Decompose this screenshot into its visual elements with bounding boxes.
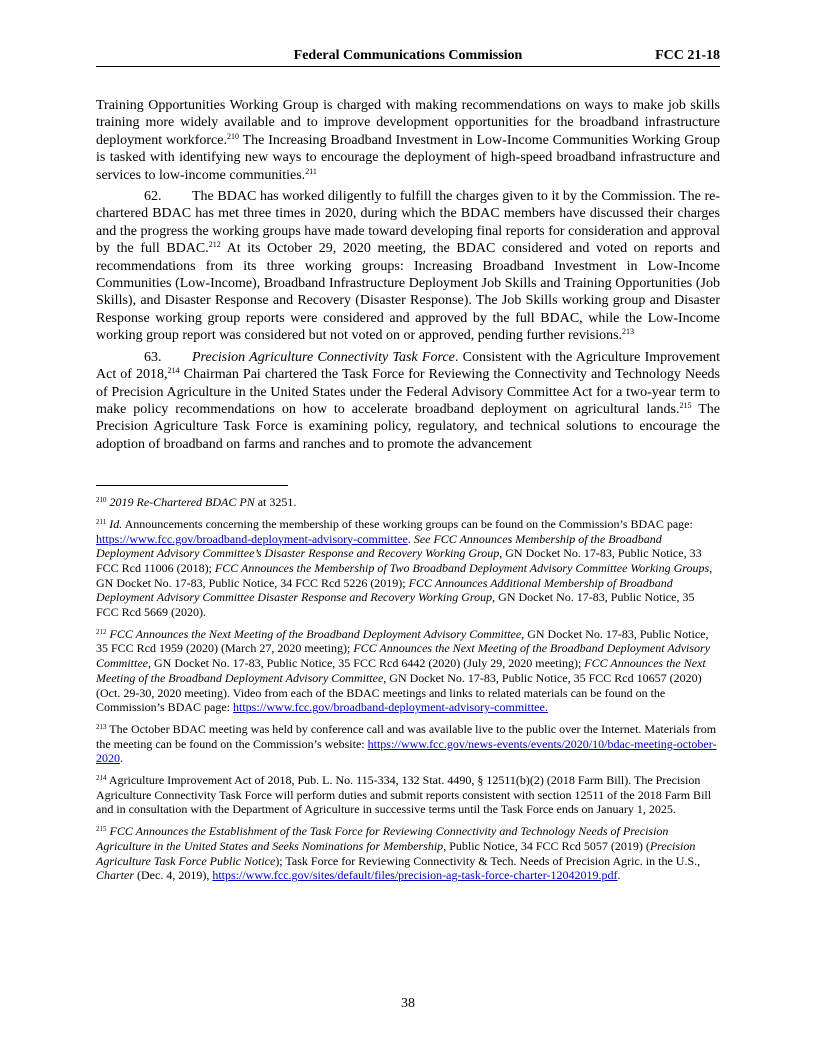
- document-page: [96, 48, 720, 890]
- bdac-meeting-link[interactable]: https://www.fcc.gov/news-events/events/2020/10/bdac-meeting-october-2020: [96, 736, 717, 766]
- paragraph-number: 62.: [144, 189, 162, 205]
- agency-name: Federal Communications Commission: [293, 48, 523, 63]
- page-number: 38: [401, 996, 415, 1011]
- footnotes: [96, 495, 720, 883]
- paragraph-heading: Precision Agriculture Connectivity Task Force: [192, 349, 455, 365]
- page-header: [96, 48, 720, 67]
- footnote-213: $^{213}$ The October BDAC meeting was held by conference call and was available live to the public over the Internet. Materials from the meeting can be found on the Commission’s website: https://www.fcc.gov/news-events/events/2020/10/bdac-meeting-october-2020.: [96, 721, 717, 766]
- paragraph-number: 63.: [144, 349, 162, 365]
- footnote-ref-214: 214: [167, 366, 180, 376]
- footnote-ref-211: 211: [305, 166, 317, 176]
- bdac-page-link[interactable]: https://www.fcc.gov/broadband-deployment-advisory-committee: [96, 531, 408, 546]
- footnote-211: $^{211}$ Id. Announcements concerning the membership of these working groups can be found on the Commission’s BDAC page: https://www.fcc.gov/broadband-deployment-advisory-committee. See FCC Announces Membership of the Broadband Deployment Advisory Committee’s Disaster Response and Recovery Working Group, GN Docket No. 17-83, Public Notice, 33 FCC Rcd 11006 (2018); FCC Announces the Membership of Two Broadband Deployment Advisory Committee Working Groups, GN Docket No. 17-83, Public Notice, 34 FCC Rcd 5226 (2019); FCC Announces Additional Membership of Broadband Deployment Advisory Committee Disaster Response and Recovery Working Group, GN Docket No. 17-83, Public Notice, 35 FCC Rcd 5669 (2020).: [96, 516, 713, 620]
- bdac-page-link[interactable]: https://www.fcc.gov/broadband-deployment-advisory-committee.: [233, 700, 548, 715]
- footnote-215: $^{215}$ FCC Announces the Establishment of the Task Force for Reviewing Connectivity and Technology Needs of Precision Agriculture in the United States and Seeks Nominations for Membership, Public Notice, 34 FCC Rcd 5057 (2019) (Precision Agriculture Task Force Public Notice); Task Force for Reviewing Connectivity & Tech. Needs of Precision Agric. in the U.S., Charter (Dec. 4, 2019), https://www.fcc.gov/sites/default/files/precision-ag-task-force-charter-12042019.pdf.: [96, 824, 701, 883]
- paragraph-62: 62. The BDAC has worked diligently to fulfill the charges given to it by the Commission. The re-chartered BDAC has met three times in 2020, during which the BDAC members have discussed their charges and the progress the working groups have made toward developing final reports for consideration and approval by the full BDAC.$^{212}$ At its October 29, 2020 meeting, the BDAC considered and voted on reports and recommendations from its three working groups: Increasing Broadband Investment in Low-Income Communities (Low-Income), Broadband Infrastructure Deployment Job Skills and Training Opportunities (Job Skills), and Disaster Response and Recovery (Disaster Response). The Job Skills working group and Disaster Response working group reports were considered and approved by the full BDAC, while the Low-Income working group report was considered but not voted on or approved, pending further revisions.$^{213}$: [96, 189, 720, 344]
- body-text: [96, 97, 720, 453]
- footnote-ref-215: 215: [679, 400, 692, 410]
- footnote-210: $^{210}$ 2019 Re-Chartered BDAC PN at 3251.: [96, 495, 297, 510]
- task-force-charter-link[interactable]: https://www.fcc.gov/sites/default/files/precision-ag-task-force-charter-12042019.pdf: [212, 868, 618, 883]
- footnote-214: $^{214}$ Agriculture Improvement Act of 2018, Pub. L. No. 115-334, 132 Stat. 4490, § 12511(b)(2) (2018 Farm Bill). The Precision Agriculture Connectivity Task Force will perform duties and submit reports consistent with section 12511 of the 2018 Farm Bill and in consultation with the Department of Agriculture in successive terms until the Task Force ends on January 1, 2025.: [96, 773, 712, 817]
- footnote-ref-212: 212: [208, 240, 221, 250]
- footnote-ref-213: 213: [622, 327, 635, 337]
- footnote-212: $^{212}$ FCC Announces the Next Meeting of the Broadband Deployment Advisory Committee, GN Docket No. 17-83, Public Notice, 35 FCC Rcd 1959 (2020) (March 27, 2020 meeting); FCC Announces the Next Meeting of the Broadband Deployment Advisory Committee, GN Docket No. 17-83, Public Notice, 35 FCC Rcd 6442 (2020) (July 29, 2020 meeting); FCC Announces the Next Meeting of the Broadband Deployment Advisory Committee, GN Docket No. 17-83, Public Notice, 35 FCC Rcd 10657 (2020) (Oct. 29-30, 2020 meeting). Video from each of the BDAC meetings and links to related materials can be found on the Commission’s BDAC page: https://www.fcc.gov/broadband-deployment-advisory-committee.: [96, 626, 711, 715]
- paragraph-63: 63. Precision Agriculture Connectivity Task Force. Consistent with the Agriculture Improvement Act of 2018,$^{214}$ Chairman Pai chartered the Task Force for Reviewing the Connectivity and Technology Needs of Precision Agriculture in the United States under the Federal Advisory Committee Act for a two-year term to make policy recommendations on how to accelerate broadband deployment on agricultural lands.$^{215}$ The Precision Agriculture Task Force is examining policy, regulatory, and technical solutions to encourage the adoption of broadband on farms and ranches and to promote the advancement: [96, 349, 721, 452]
- footnote-ref-210: 210: [226, 131, 239, 141]
- document-number: FCC 21-18: [655, 48, 720, 63]
- footnote-separator: [96, 485, 288, 486]
- paragraph-continued: Training Opportunities Working Group is charged with making recommendations on ways to make job skills training more widely available and to improve development opportunities for the broadband infrastructure deployment workforce.$^{210}$ The Increasing Broadband Investment in Low-Income Communities Working Group is tasked with identifying new ways to encourage the deployment of high-speed broadband infrastructure and services to low-income communities.$^{211}$: [96, 98, 720, 183]
